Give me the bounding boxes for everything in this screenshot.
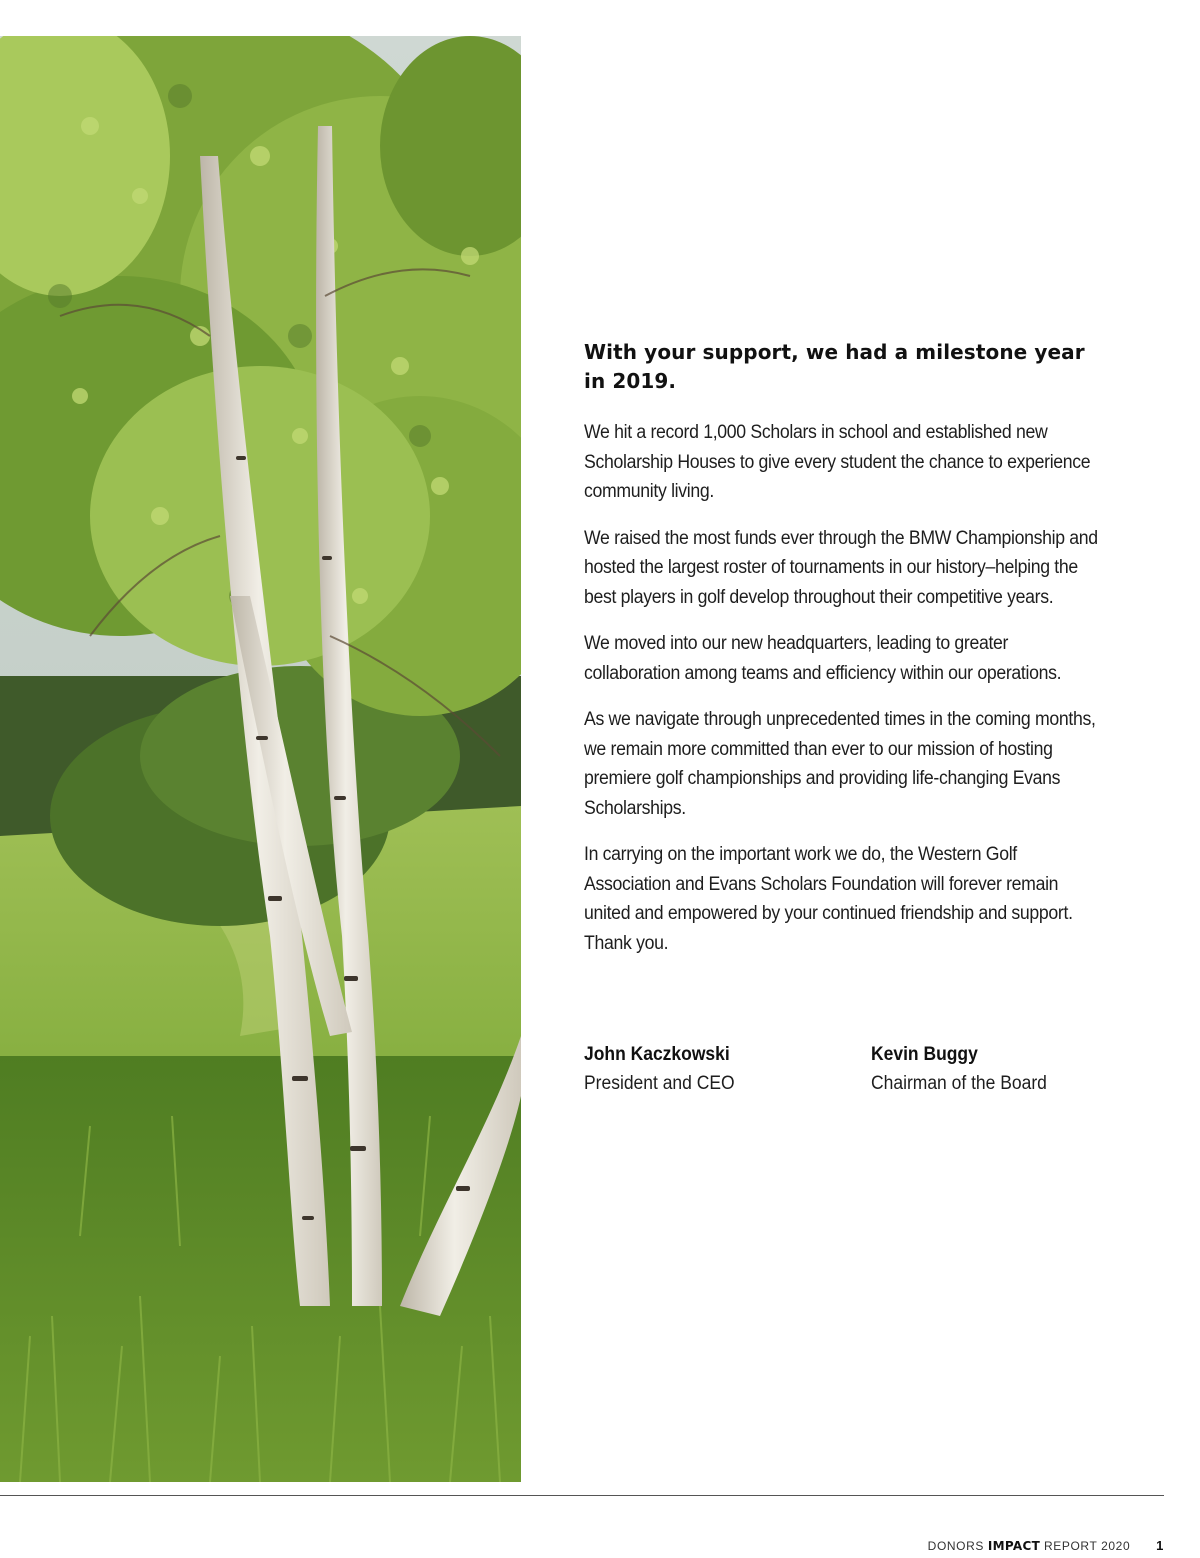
- headline: With your support, we had a milestone year in 2019.: [584, 340, 1085, 393]
- page-footer: [928, 1538, 1164, 1553]
- paragraph-thank-you: In carrying on the important work we do, the Western Golf Association and Evans Scholars Foundation will forever remain united and empowered by your continued friendship and support. Thank you.: [584, 844, 1073, 954]
- page-number: 1: [1156, 1538, 1164, 1553]
- signer-title: Chairman of the Board: [871, 1073, 1047, 1094]
- signature-block: [584, 1040, 1104, 1110]
- paragraph-scholars: We hit a record 1,000 Scholars in school and established new Scholarship Houses to give every student the chance to experience community living.: [584, 422, 1091, 502]
- footer-prefix: DONORS: [927, 1539, 984, 1553]
- footer-suffix: REPORT 2020: [1044, 1539, 1131, 1553]
- letter-body: [584, 338, 1104, 975]
- paragraph-bmw-championship: We raised the most funds ever through the BMW Championship and hosted the largest roster of tournaments in our history–helping the best players in golf develop throughout their competitive years.: [584, 527, 1098, 608]
- signature-chairman: [871, 1040, 1062, 1098]
- signer-name: John Kaczkowski: [584, 1044, 730, 1065]
- signer-title: President and CEO: [584, 1073, 735, 1094]
- signer-name: Kevin Buggy: [871, 1044, 978, 1065]
- footer-divider: [0, 1495, 1164, 1496]
- paragraph-commitment: As we navigate through unprecedented times in the coming months, we remain more committed than ever to our mission of hosting premiere golf championships and providing life-changing Evans Scholarships.: [584, 709, 1096, 819]
- signature-president: [584, 1040, 748, 1098]
- paragraph-headquarters: We moved into our new headquarters, leading to greater collaboration among teams and efficiency within our operations.: [584, 633, 1062, 684]
- birch-tree-photo: [0, 36, 521, 1482]
- footer-emphasis: IMPACT: [987, 1539, 1041, 1553]
